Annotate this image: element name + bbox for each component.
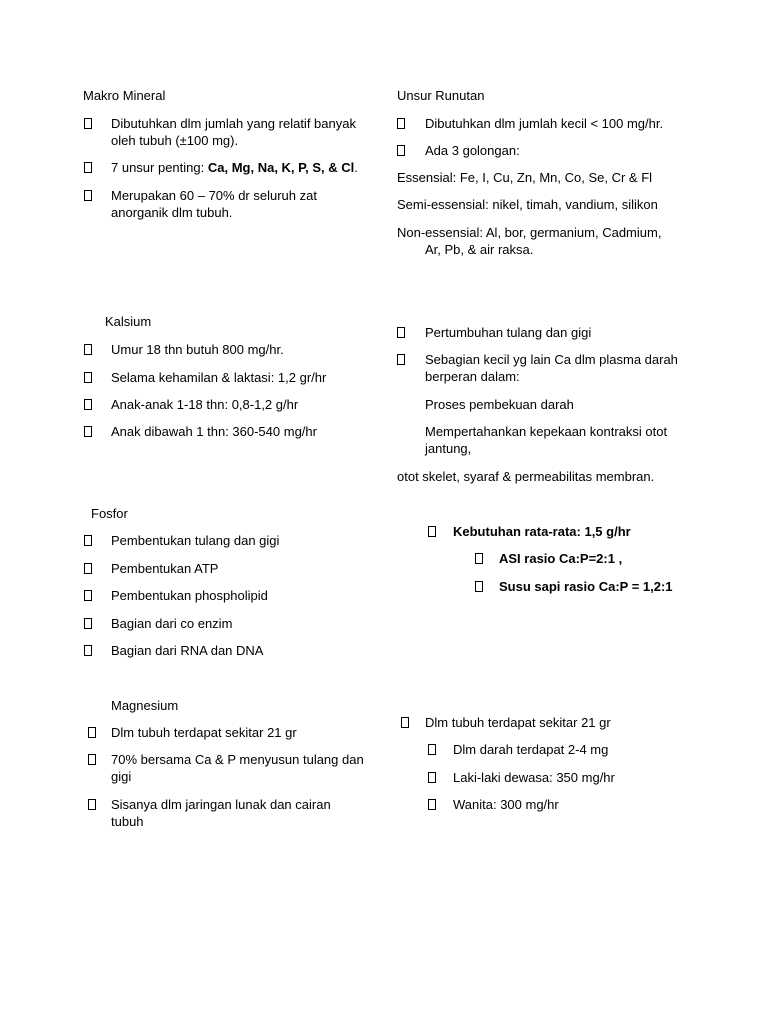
bullet-icon — [84, 372, 92, 383]
magnesium-item-3-line-2: tubuh — [111, 814, 144, 829]
bullet-icon — [397, 145, 405, 156]
makro-item-3-line-2: anorganik dlm tubuh. — [111, 205, 233, 220]
fungsi-sub-2-line-2: jantung, — [425, 441, 472, 456]
fosfor-item-2: Pembentukan ATP — [111, 561, 219, 576]
bullet-icon — [88, 754, 96, 765]
bullet-icon — [475, 553, 483, 564]
fosfor-item-5: Bagian dari RNA dan DNA — [111, 643, 264, 658]
bullet-icon — [397, 327, 405, 338]
fungsi-sub-2-line-1: Mempertahankan kepekaan kontraksi otot — [425, 424, 668, 439]
fosfor-item-3: Pembentukan phospholipid — [111, 588, 268, 603]
runutan-semi-essensial: Semi-essensial: nikel, timah, vandium, silikon — [397, 197, 658, 212]
bullet-icon — [428, 526, 436, 537]
bullet-icon — [84, 399, 92, 410]
fungsi-item-1: Pertumbuhan tulang dan gigi — [425, 325, 592, 340]
fungsi-tail: otot skelet, syaraf & permeabilitas membran. — [397, 469, 655, 484]
fungsi-item-2-line-1: Sebagian kecil yg lain Ca dlm plasma darah — [425, 352, 678, 367]
runutan-essensial: Essensial: Fe, I, Cu, Zn, Mn, Co, Se, Cr & Fl — [397, 170, 653, 185]
magnesium-right-sub-1: Dlm darah terdapat 2-4 mg — [453, 742, 609, 757]
kalsium-item-3: Anak-anak 1-18 thn: 0,8-1,2 g/hr — [111, 397, 299, 412]
kebutuhan-main: Kebutuhan rata-rata: 1,5 g/hr — [453, 524, 631, 539]
makro-item-2-suffix: . — [354, 160, 358, 175]
bullet-icon — [397, 118, 405, 129]
bullet-icon — [397, 354, 405, 365]
fungsi-sub-1: Proses pembekuan darah — [425, 397, 574, 412]
runutan-item-1: Dibutuhkan dlm jumlah kecil < 100 mg/hr. — [425, 116, 664, 131]
bullet-icon — [428, 799, 436, 810]
fungsi-item-2-line-2: berperan dalam: — [425, 369, 520, 384]
magnesium-right-sub-2: Laki-laki dewasa: 350 mg/hr — [453, 770, 615, 785]
fosfor-item-1: Pembentukan tulang dan gigi — [111, 533, 280, 548]
kalsium-item-4: Anak dibawah 1 thn: 360-540 mg/hr — [111, 424, 317, 439]
magnesium-item-1: Dlm tubuh terdapat sekitar 21 gr — [111, 725, 297, 740]
kalsium-title: Kalsium — [105, 314, 152, 329]
bullet-icon — [84, 190, 92, 201]
magnesium-item-3-line-1: Sisanya dlm jaringan lunak dan cairan — [111, 797, 331, 812]
bullet-icon — [84, 162, 92, 173]
bullet-icon — [428, 772, 436, 783]
magnesium-right-main: Dlm tubuh terdapat sekitar 21 gr — [425, 715, 611, 730]
bullet-icon — [84, 590, 92, 601]
bullet-icon — [88, 727, 96, 738]
bullet-icon — [84, 535, 92, 546]
makro-item-3-line-1: Merupakan 60 – 70% dr seluruh zat — [111, 188, 317, 203]
makro-item-2-elements: Ca, Mg, Na, K, P, S, & Cl — [207, 160, 355, 175]
magnesium-item-2-line-2: gigi — [111, 769, 132, 784]
bullet-icon — [88, 799, 96, 810]
bullet-icon — [84, 118, 92, 129]
runutan-title: Unsur Runutan — [397, 88, 485, 103]
bullet-icon — [84, 645, 92, 656]
makro-item-1-line-2: oleh tubuh (±100 mg). — [111, 133, 239, 148]
runutan-non-essensial-line-2: Ar, Pb, & air raksa. — [425, 242, 534, 257]
fosfor-title: Fosfor — [91, 506, 128, 521]
kalsium-item-2: Selama kehamilan & laktasi: 1,2 gr/hr — [111, 370, 327, 385]
kebutuhan-sub-1: ASI rasio Ca:P=2:1 , — [499, 551, 623, 566]
fosfor-item-4: Bagian dari co enzim — [111, 616, 233, 631]
runutan-item-2: Ada 3 golongan: — [425, 143, 520, 158]
bullet-icon — [401, 717, 409, 728]
makro-item-2-prefix: 7 unsur penting: — [111, 160, 208, 175]
kalsium-item-1: Umur 18 thn butuh 800 mg/hr. — [111, 342, 284, 357]
makro-item-1-line-1: Dibutuhkan dlm jumlah yang relatif banyak — [111, 116, 356, 131]
magnesium-right-sub-3: Wanita: 300 mg/hr — [453, 797, 559, 812]
kebutuhan-sub-2: Susu sapi rasio Ca:P = 1,2:1 — [499, 579, 673, 594]
bullet-icon — [428, 744, 436, 755]
magnesium-item-2-line-1: 70% bersama Ca & P menyusun tulang dan — [111, 752, 364, 767]
makro-title: Makro Mineral — [83, 88, 166, 103]
makro-item-2 — [111, 159, 358, 176]
bullet-icon — [84, 426, 92, 437]
bullet-icon — [84, 344, 92, 355]
bullet-icon — [475, 581, 483, 592]
runutan-non-essensial-line-1: Non-essensial: Al, bor, germanium, Cadmium, — [397, 225, 662, 240]
magnesium-title: Magnesium — [111, 698, 179, 713]
bullet-icon — [84, 618, 92, 629]
bullet-icon — [84, 563, 92, 574]
